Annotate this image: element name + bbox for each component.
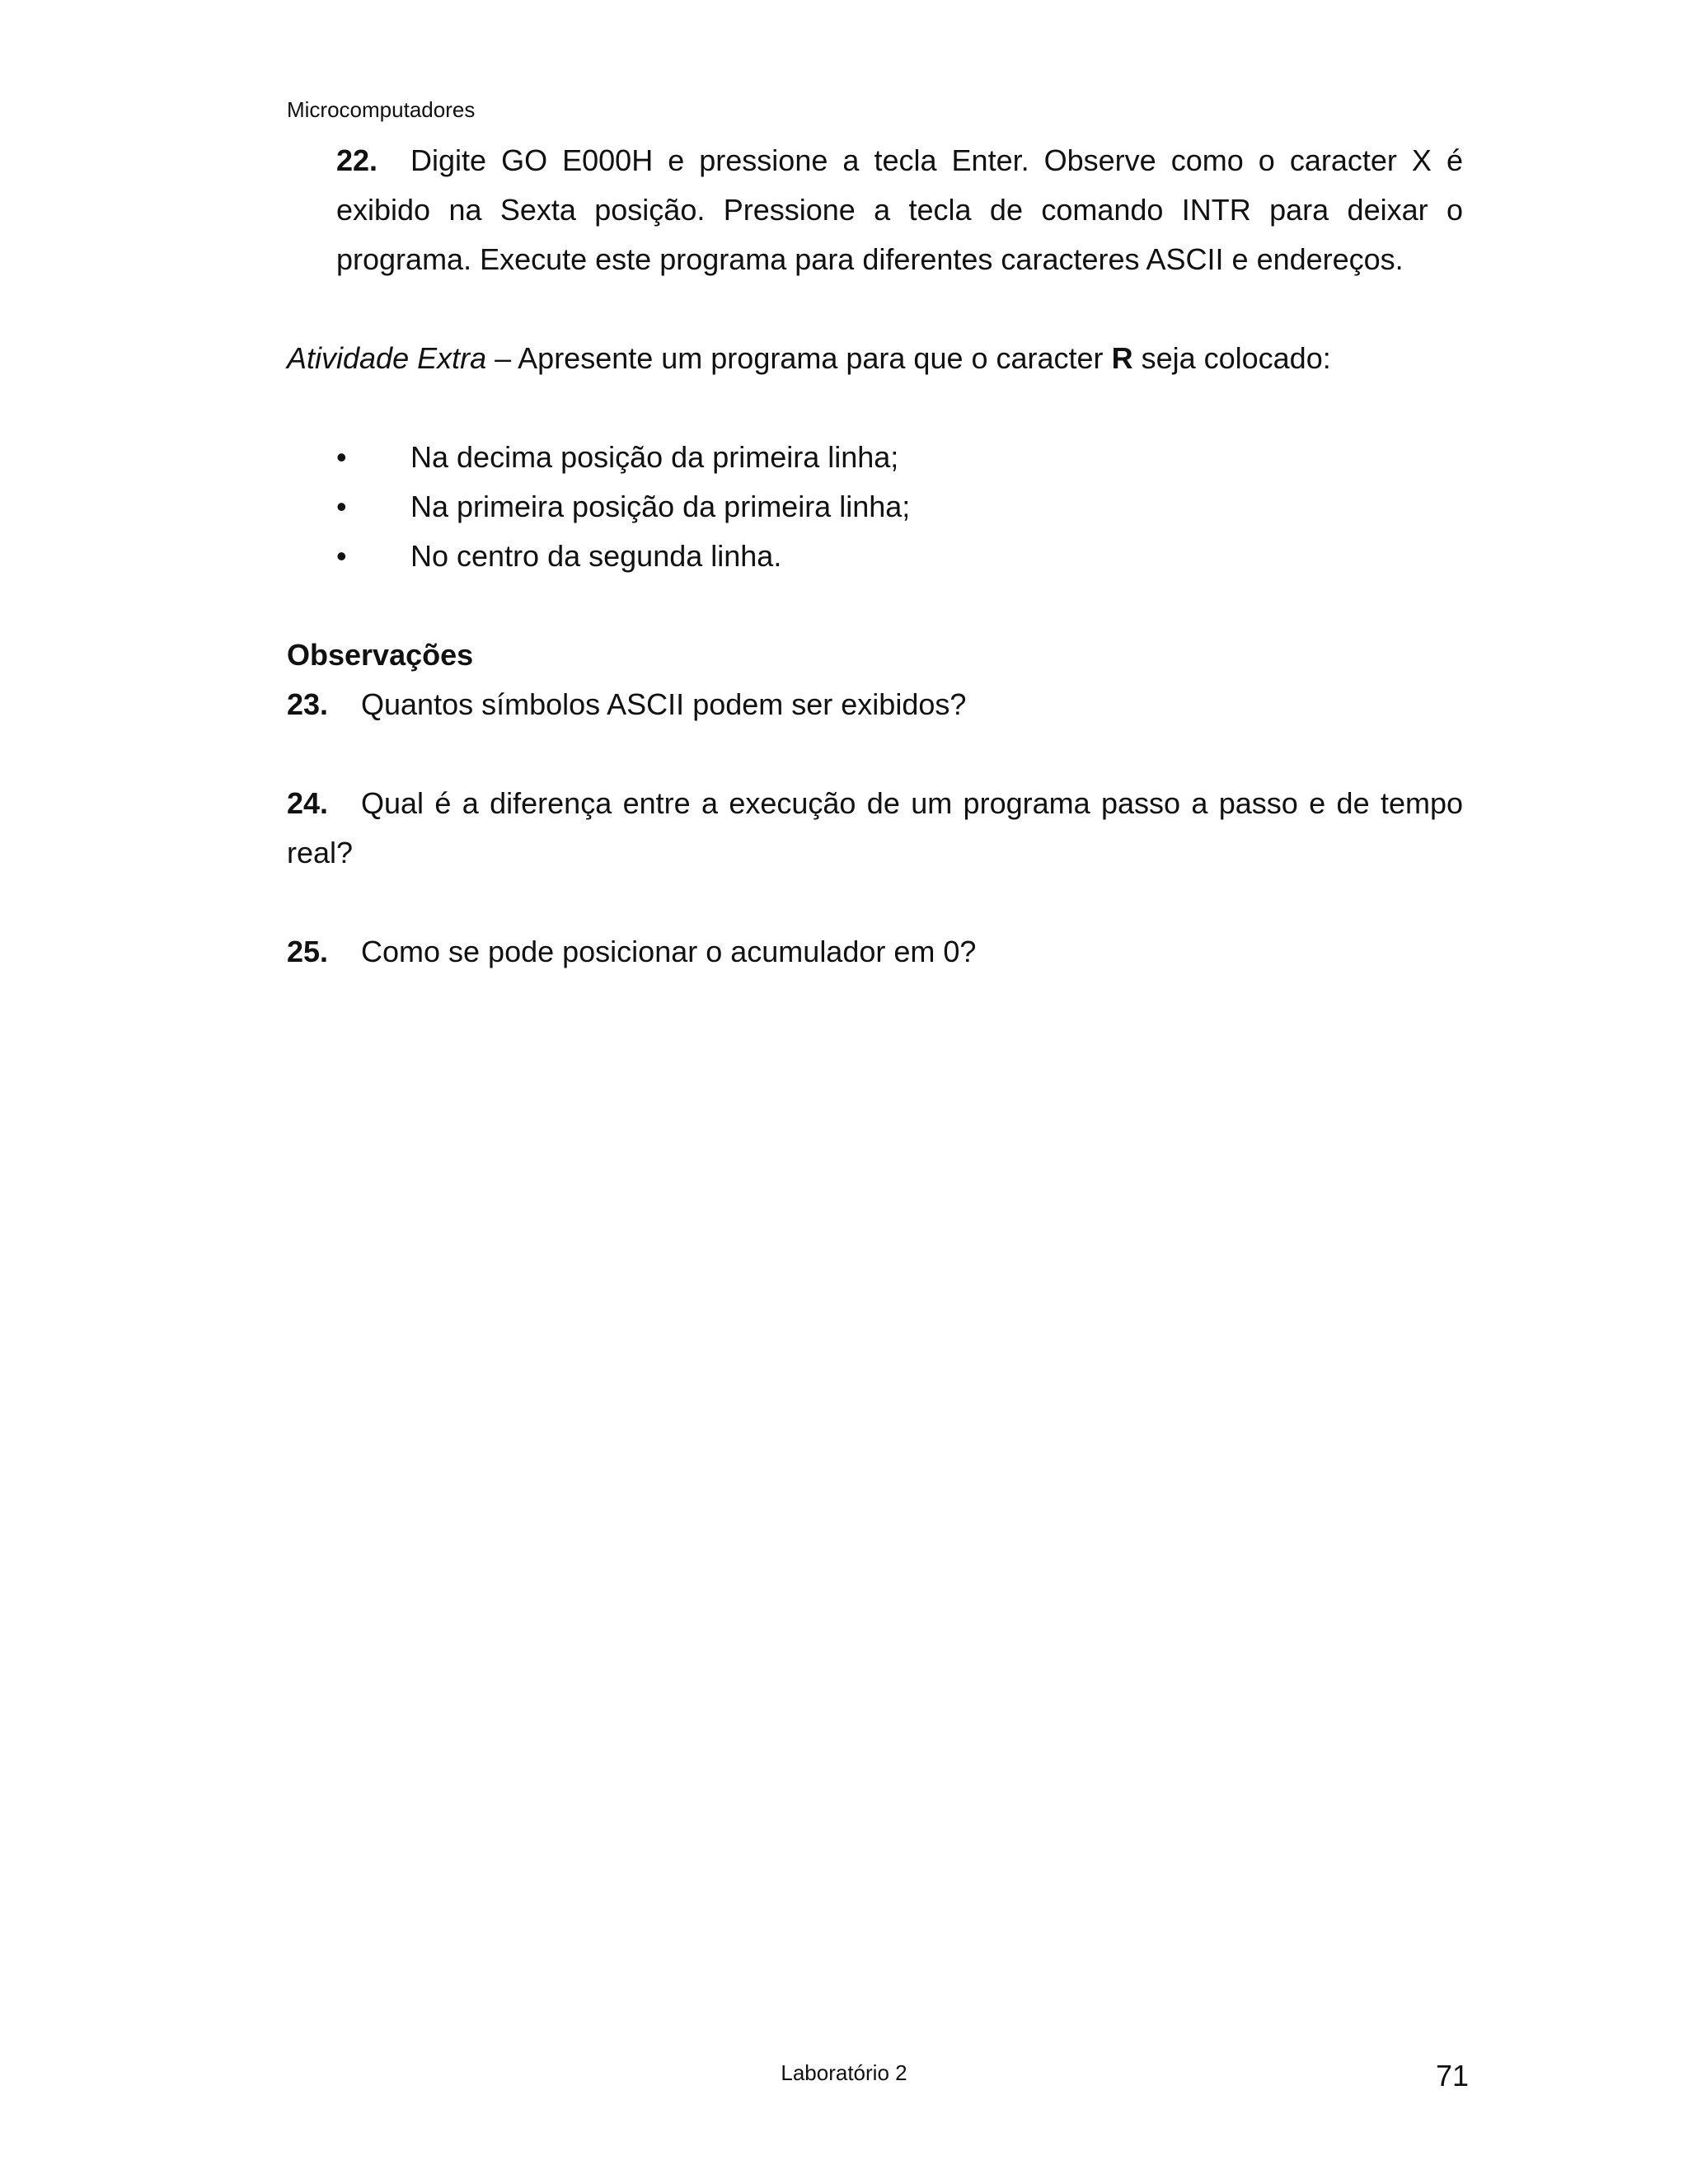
- item-number: 24.: [287, 786, 329, 820]
- extra-activity: [287, 334, 1463, 383]
- item-text: Qual é a diferença entre a execução de um programa passo a passo e de tempo real?: [287, 786, 1463, 869]
- item-text: Digite GO E000H e pressione a tecla Enter. Observe como o caracter X é exibido na Sexta posição. Pressione a tecla de comando INTR para deixar o programa. Execute este programa para diferentes caracteres ASCII e endereços.: [336, 143, 1463, 276]
- list-item-text: No centro da segunda linha.: [410, 539, 782, 573]
- list-item-text: Na decima posição da primeira linha;: [410, 440, 899, 474]
- extra-activity-text: – Apresente um programa para que o caracter: [486, 341, 1112, 375]
- list-item: [336, 433, 1463, 482]
- page-number: 71: [1435, 2059, 1469, 2093]
- list-item: [336, 482, 1463, 532]
- item-number: 22.: [336, 143, 378, 177]
- item-text: Como se pode posicionar o acumulador em 0?: [361, 935, 977, 968]
- extra-activity-list: [336, 433, 1463, 581]
- item-24: [287, 779, 1463, 878]
- extra-activity-label: Atividade Extra: [287, 341, 487, 375]
- list-item: [336, 532, 1463, 581]
- footer-label: Laboratório 2: [781, 2060, 907, 2085]
- item-text: Quantos símbolos ASCII podem ser exibidos?: [361, 687, 967, 721]
- extra-activity-text-end: seja colocado:: [1132, 341, 1331, 375]
- bullet-icon: •: [336, 490, 347, 523]
- list-item-text: Na primeira posição da primeira linha;: [410, 490, 911, 523]
- extra-activity-char: R: [1111, 341, 1133, 375]
- section-heading-observations: Observações: [287, 638, 474, 672]
- item-22: [336, 136, 1463, 284]
- page-content: [287, 136, 1463, 977]
- item-25: [287, 927, 1463, 977]
- item-number: 23.: [287, 687, 329, 721]
- bullet-icon: •: [336, 440, 347, 474]
- running-header: Microcomputadores: [287, 97, 476, 122]
- bullet-icon: •: [336, 539, 347, 573]
- item-number: 25.: [287, 935, 329, 968]
- item-23: [287, 680, 1463, 729]
